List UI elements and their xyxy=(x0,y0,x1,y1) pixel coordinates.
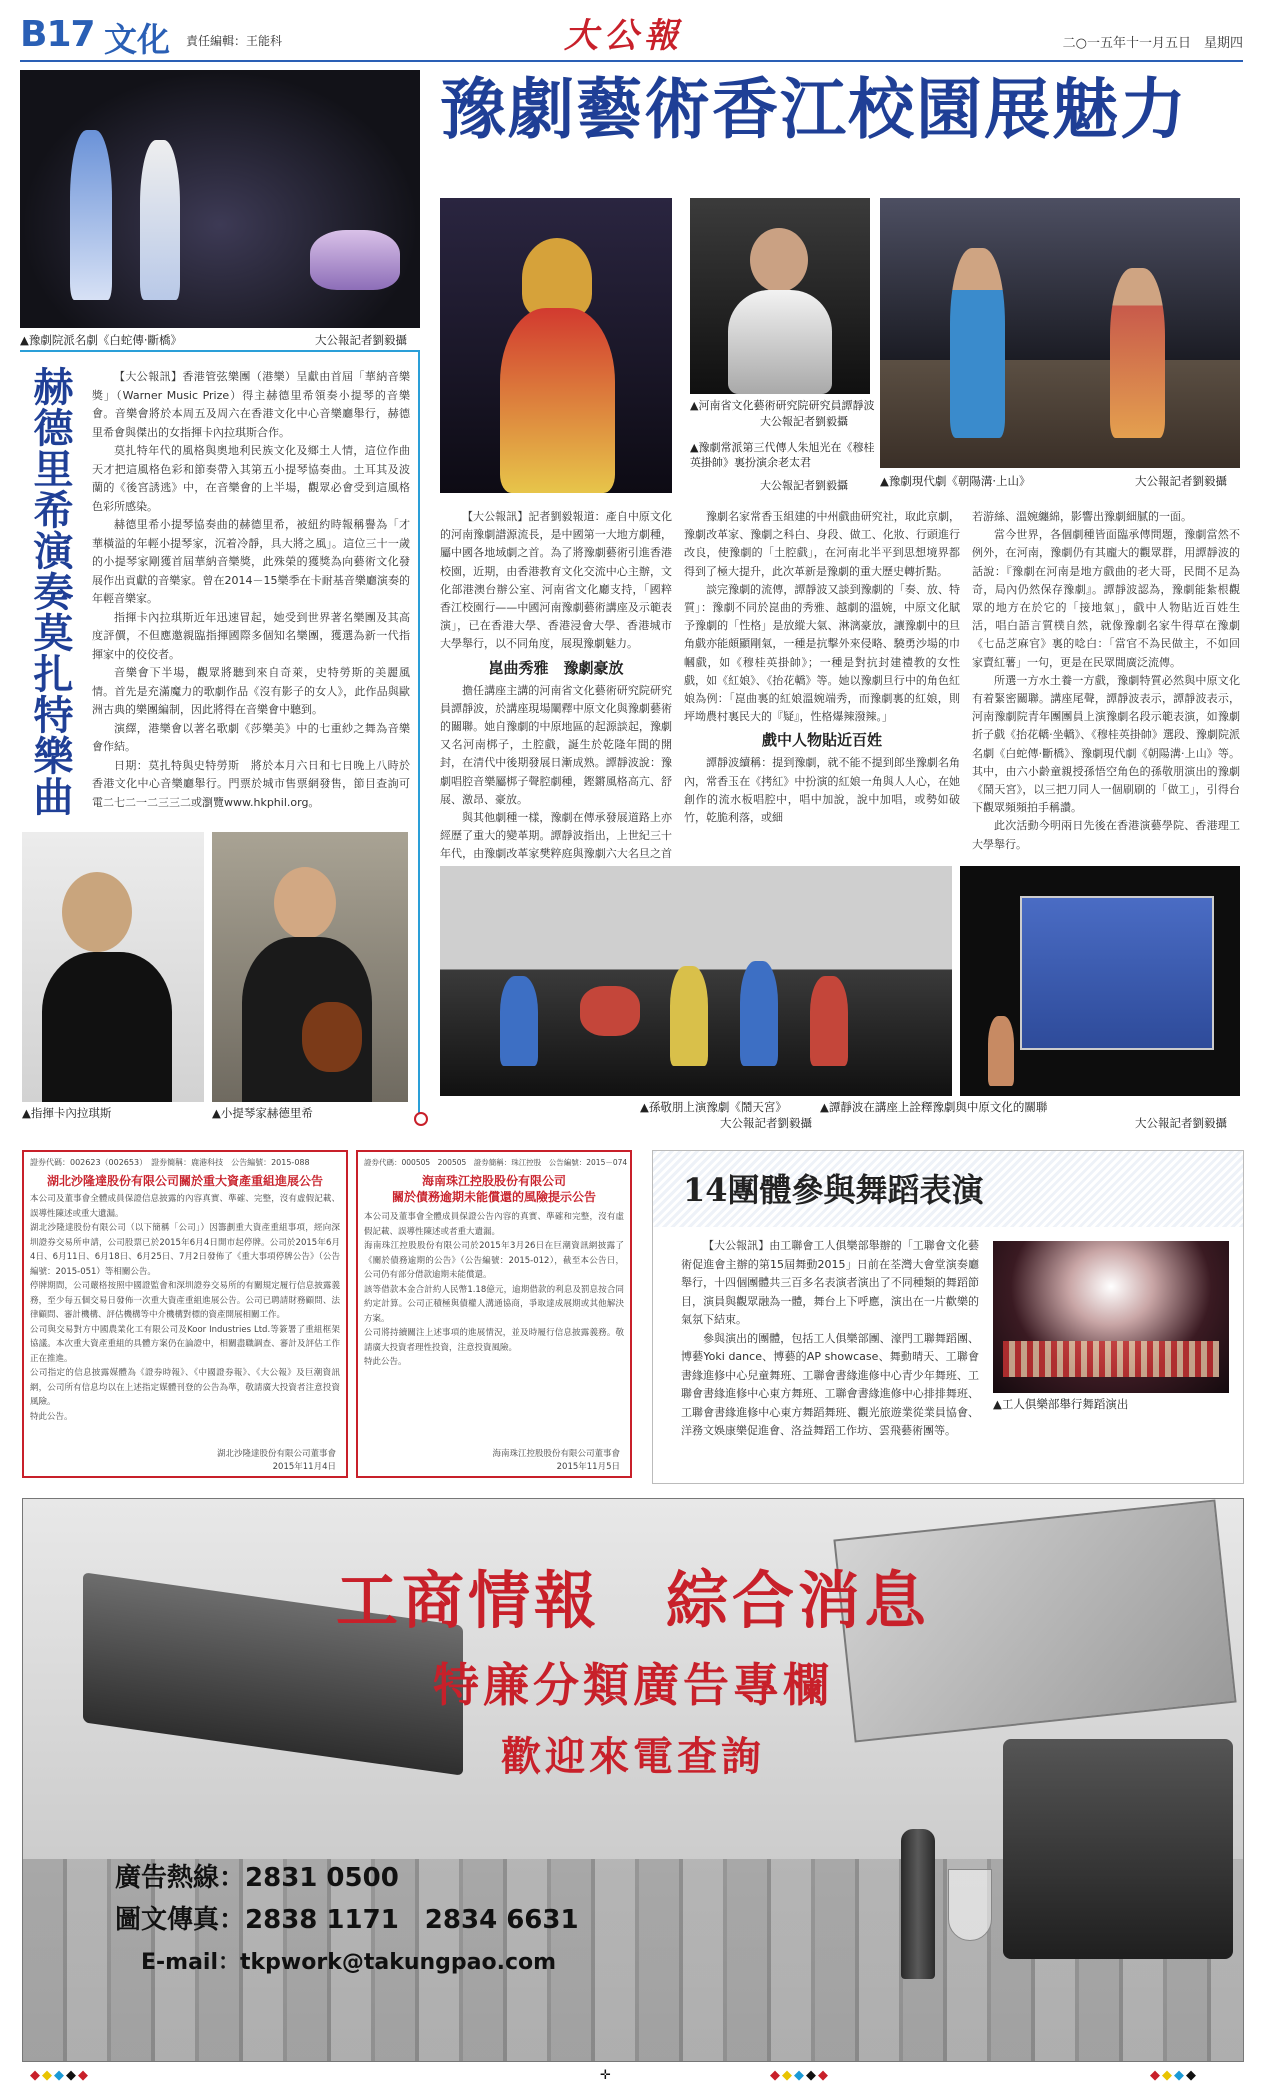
caption-conductor: ▲指揮卡內拉琪斯 xyxy=(22,1106,112,1120)
photo-violinist xyxy=(212,832,408,1102)
left-article-paragraph: 赫德里希小提琴協奏曲的赫德里希，被紐約時報稱譽為「才華橫溢的年輕小提琴家，沉着冷靜，具大將之風」。這位三十一歲的小提琴家剛獲首屆華納音樂獎，此殊榮的獲獎為向藝術文化發展作出貢獻的音樂家。曾在2014－15樂季在卡耐基音樂廳演奏的年輕音樂家。 xyxy=(92,518,410,605)
ad-wine-bottle xyxy=(901,1829,935,1979)
center-article-col1 xyxy=(440,508,672,862)
notice1-line: 本公司及董事會全體成員保證信息披露的內容真實、準確、完整，沒有虛假記載、誤導性陳述或重大遺漏。 xyxy=(30,1194,340,1219)
notice2-line: 該等借款本金合計約人民幣1.18億元，逾期借款的利息及罰息按合同約定計算。公司正積極與債權人溝通協商，爭取達成展期或其他解決方案。 xyxy=(364,1284,624,1324)
center-article-paragraph: 與其他劇種一樣，豫劇在傳承發展道路上亦經歷了重大的變革期。譚靜波指出，上世紀三十年代，由豫劇改革家樊粹庭與豫劇六大名旦之首 xyxy=(440,811,672,861)
left-article-body xyxy=(92,368,410,836)
dance-article-paragraph: 【大公報訊】由工聯會工人俱樂部舉辦的「工聯會文化藝術促進會主辦的第15屆舞動2015」日前在荃灣大會堂演奏廳舉行，十四個團體共三百多名表演者演出了不同種類的舞蹈節目，演員與觀眾融為一體，舞台上下呼應，演出在一片歡樂的氣氛下結束。 xyxy=(681,1239,979,1326)
center-subhead-1: 崑曲秀雅 豫劇豪放 xyxy=(488,658,624,677)
ad-tagline: 歡迎來電查詢 xyxy=(501,1733,765,1780)
photo-white-snake xyxy=(20,70,420,328)
credit-white-snake: 大公報記者劉毅攝 xyxy=(315,333,407,347)
caption-modern-drama: ▲豫劇現代劇《朝陽溝·上山》 xyxy=(880,474,1031,488)
notice1-line: 湖北沙隆達股份有限公司（以下簡稱「公司」）因籌劃重大資產重組事項，經向深圳證券交易所申請，公司股票已於2015年6月4日開市起停牌。公司於2015年6月4日、6月11日、6月18日、6月25日、7月2日發佈了《重大事項停牌公告》（公告編號：2015-051）等相關公告。 xyxy=(30,1223,340,1277)
notice-zhujiang xyxy=(356,1150,632,1478)
notice1-codes: 證券代碼：002623（002653） 證券簡稱：鹿港科技 公告編號：2015-088 xyxy=(30,1158,310,1167)
credit-performance: 大公報記者劉毅攝 xyxy=(720,1116,812,1130)
caption-researcher: ▲河南省文化藝術研究院研究員譚靜波 xyxy=(690,399,875,412)
notice2-line: 公司將持續關注上述事項的進展情況，並及時履行信息披露義務。敬請廣大投資者理性投資，注意投資風險。 xyxy=(364,1328,624,1353)
classified-ad-banner xyxy=(22,1498,1244,2062)
center-article-paragraph: 豫劇名家常香玉組建的中州戲曲研究社，取此京劇，豫劇改革家、豫劇之科白、身段、做工、化妝、行頭進行改良，使豫劇的「土腔戲」，在河南北半平到思想境界都得到了極大提升，此次革新是豫劇的重大歷史轉折點。 xyxy=(684,510,960,578)
photo-performance xyxy=(440,866,952,1096)
ad-hotline xyxy=(115,1857,399,1894)
center-article-col3 xyxy=(972,508,1240,862)
ad-hotline-label: 廣告熱線： xyxy=(115,1863,246,1893)
notice2-title-line1: 海南珠江控股股份有限公司 xyxy=(421,1174,566,1188)
center-article-paragraph: 所選一方水土養一方戲，豫劇特質必然與中原文化有着緊密關聯。講座尾聲，譚靜波表示，譚靜波表示，河南豫劇院青年團團員上演豫劇名段示範表演，如豫劇折子戲《抬花轎·坐轎》、《穆桂英掛帥》選段、豫劇院派名劇《白蛇傳·斷橋》、豫劇現代劇《朝陽溝·上山》等。其中，由六小齡童親授孫悟空角色的孫敬朋演出的豫劇《鬧天宮》，以三把刀同人一個刷刷的「做工」，引得台下觀眾頻頻拍手稱讚。 xyxy=(972,673,1240,815)
ad-train-right xyxy=(1003,1739,1233,1959)
caption-violinist: ▲小提琴家赫德里希 xyxy=(212,1106,313,1120)
dance-article-body xyxy=(681,1237,979,1477)
main-headline: 豫劇藝術香江校園展魅力 xyxy=(440,71,1188,148)
notice-shalongda xyxy=(22,1150,348,1478)
registration-dots-left: ◆◆◆◆◆ xyxy=(30,2068,90,2083)
notice1-line: 停牌期間，公司嚴格按照中國證監會和深圳證券交易所的有關規定履行信息披露義務，至少每五個交易日發佈一次重大資產重組進展公告。公司已聘請財務顧問、法律顧問、審計機構、評估機構等中介機構對標的資產開展相關工作。 xyxy=(30,1281,340,1320)
header-rule xyxy=(20,60,1243,62)
caption-performance: ▲孫敬朋上演豫劇《鬧天宮》 xyxy=(640,1100,787,1114)
center-article-paragraph: 【大公報訊】記者劉毅報道：產自中原文化的河南豫劇譜源流長，是中國第一大地方劇種，屬中國各地域劇之首。為了將豫劇藝術引進香港校園，近期，由香港教育文化交流中心主辦，文化部港澳台辦公室、河南省文化廳支持，「國粹香江校園行——中國河南豫劇藝術講座及示範表演」，已在香港大學、香港浸會大學、香港城市大學舉行，以不同角度，展現豫劇魅力。 xyxy=(440,510,672,651)
caption-inheritor xyxy=(690,440,880,470)
photo-conductor xyxy=(22,832,204,1102)
caption-inheritor-text: ▲豫劇常派第三代傳人朱旭光在《穆桂英掛帥》裏扮演余老太君 xyxy=(690,441,875,469)
registration-dots-center: ✛ xyxy=(600,2068,613,2083)
notice2-title-line2: 關於債務逾期未能償還的風險提示公告 xyxy=(391,1190,596,1204)
editor-credit: 責任編輯：王能科 xyxy=(186,34,283,48)
photo-dance xyxy=(993,1241,1229,1393)
notice2-line: 海南珠江控股股份有限公司於2015年3月26日在巨潮資訊網披露了《關於債務逾期的公告》（公告編號：2015-012），截至本公告日，公司仍有部分借款逾期未能償還。 xyxy=(364,1241,624,1280)
notice2-date: 2015年11月5日 xyxy=(556,1462,620,1472)
caption-dance: ▲工人俱樂部舉行舞蹈演出 xyxy=(993,1397,1129,1411)
ad-fax-label: 圖文傳真： xyxy=(115,1905,246,1935)
left-article-paragraph: 音樂會下半場，觀眾將聽到來自奇萊，史特勞斯的美麗風情。首先是充滿魔力的歌劇作品《沒有影子的女人》，此作品與歐洲古典的樂團編制，因此將得在音樂會中聽到。 xyxy=(92,666,410,716)
dance-article-paragraph: 參與演出的團體，包括工人俱樂部團、濠門工聯舞蹈團、博藝Yoki dance、博藝的AP showcase、舞動晴天、工聯會書緣進修中心兒童舞班、工聯會書緣進修中心青少年舞班、工聯會書緣進修中心東方舞班、工聯會書緣進修中心排排舞班、工聯會書緣進修中心東方舞蹈舞班、觀光旅遊業從業員協會、洋務文娛康樂促進會、洛益舞蹈工作坊、雲飛藝術團等。 xyxy=(681,1331,979,1437)
ad-wine-glass xyxy=(948,1869,992,1941)
center-article-paragraph: 擔任講座主講的河南省文化藝術研究院研究員譚靜波，於講座現場闡釋中原文化與豫劇藝術的關聯。她自豫劇的中原地區的起源談起，豫劇又名河南梆子，土腔戲，誕生於乾隆年間的開封，在清代中後期發展日漸成熟。譚靜波說：豫劇唱腔音樂屬梆子聲腔劇種，鏗鏘風格高亢、舒展、激昂、豪放。 xyxy=(440,683,672,806)
page-number: B17 xyxy=(20,14,95,55)
ad-fax xyxy=(115,1899,579,1936)
ad-fax-number: 2838 1171 2834 6631 xyxy=(245,1905,579,1935)
notice1-line: 公司與交易對方中國農業化工有限公司及Koor Industries Ltd.等簽署了重組框架協議。本次重大資產重組的具體方案仍在論證中，相關盡職調查、審計及評估工作正在推進。 xyxy=(30,1324,340,1364)
credit-lecture: 大公報記者劉毅攝 xyxy=(1135,1116,1227,1130)
notice2-codes: 證券代碼：000505 200505 證券簡稱：珠江控股 公告編號：2015－074 xyxy=(364,1158,628,1167)
center-article-paragraph: 譚靜波續稱：提到豫劇，就不能不提到郎坐豫劇名角內，常香玉在《拷紅》中扮演的紅娘一角與人人心，在她創作的流水板唱腔中，唱中加說，說中加唱，或勢如破竹，乾脆利落，或細 xyxy=(684,756,960,825)
notice1-title: 湖北沙隆達股份有限公司關於重大資產重組進展公告 xyxy=(46,1174,323,1188)
center-article-col2 xyxy=(684,508,960,862)
registration-dots-right: ◆◆◆◆◆ xyxy=(770,2068,830,2083)
issue-date: 二○一五年十一月五日 星期四 xyxy=(1062,36,1243,51)
caption-lecture: ▲譚靜波在講座上詮釋豫劇與中原文化的關聯 xyxy=(820,1100,1048,1114)
dance-article-box xyxy=(652,1150,1244,1484)
ad-subtitle: 特廉分類廣告專欄 xyxy=(433,1658,833,1712)
masthead-logo: 大公報 xyxy=(564,16,684,56)
center-article-paragraph: 此次活動今明兩日先後在香港演藝學院、香港理工大學舉行。 xyxy=(972,819,1240,851)
photo-modern-drama xyxy=(880,198,1240,468)
notice1-signature: 湖北沙隆達股份有限公司董事會 xyxy=(216,1449,336,1459)
credit-researcher: 大公報記者劉毅攝 xyxy=(760,415,848,428)
photo-researcher xyxy=(690,198,870,394)
caption-white-snake: ▲豫劇院派名劇《白蛇傳·斷橋》 xyxy=(20,333,182,347)
section-name: 文化 xyxy=(104,20,170,59)
credit-modern-drama: 大公報記者劉毅攝 xyxy=(1135,474,1227,488)
center-article-paragraph: 談完豫劇的流傳，譚靜波又談到豫劇的「奏、放、特質」：豫劇不同於崑曲的秀雅、越劇的溫婉，中原文化賦予豫劇的「性格」是放縱大氣、淋漓豪放，讓豫劇中的旦角戲亦能頗顯剛氣，一種是抗擊外來侵略、驍勇沙場的巾幗戲，如《穆桂英掛帥》；一種是對抗封建禮教的女性戲，如《紅娘》、《抬花轎》等。她以豫劇旦行中的角色紅娘為例：「崑曲裏的紅娘溫婉端秀，而豫劇裏的紅娘，則坪坳農村裏民大的『疑』，性格爆辣潑辣。」 xyxy=(684,582,960,724)
notice2-signature: 海南珠江控股股份有限公司董事會 xyxy=(492,1449,620,1459)
notice1-date: 2015年11月4日 xyxy=(272,1462,336,1472)
ad-email-label: E-mail： xyxy=(141,1950,241,1975)
center-article-paragraph: 若游絲、溫婉纏綿，影響出豫劇細膩的一面。 xyxy=(972,510,1192,523)
photo-inheritor xyxy=(440,198,672,493)
registration-dots-far-right: ◆◆◆◆ xyxy=(1150,2068,1198,2083)
dance-article-headline: 14團體參與舞蹈表演 xyxy=(683,1171,984,1209)
photo-lecture xyxy=(960,866,1240,1096)
left-article-paragraph: 演繹，港樂會以著名歌劇《莎樂美》中的七重紗之舞為音樂會作結。 xyxy=(92,721,410,753)
center-article-paragraph: 當今世界，各個劇種皆面臨承傳問題，豫劇當然不例外，在河南，豫劇仍有其龐大的觀眾群，用譚靜波的話說：『豫劇在河南是地方戲曲的老大哥，民間不足為奇，局內仍然保存豫劇』。譚靜波認為，豫劇能紮根觀眾的地方在於它的「接地氣」，戲中人物貼近百姓生活，唱白語言質樸自然，就像豫劇名家牛得草在豫劇《七品芝麻官》裏的唸白：「當官不為民做主，不如回家賣紅薯」一句，更是在民眾間廣泛流傳。 xyxy=(972,528,1240,669)
ad-email xyxy=(141,1945,556,1976)
notice2-line: 特此公告。 xyxy=(364,1357,407,1367)
ad-hotline-number: 2831 0500 xyxy=(245,1863,399,1893)
left-article-paragraph: 【大公報訊】香港管弦樂團（港樂）呈獻由首屆「華納音樂獎」（Warner Music Prize）得主赫德里希領奏小提琴的音樂會。音樂會將於本周五及周六在香港文化中心音樂廳舉行，赫德里希會與傑出的女指揮卡內拉琪斯合作。 xyxy=(92,370,410,439)
left-article-paragraph: 莫扎特年代的風格與奧地利民族文化及鄉土人情，這位作曲天才把這風格色彩和節奏帶入其第五小提琴協奏曲。土耳其及波蘭的《後宮誘逃》中，在音樂會的上半場，觀眾必會受到這風格色彩所感染。 xyxy=(92,444,410,513)
notice1-line: 特此公告。 xyxy=(30,1411,73,1422)
credit-inheritor: 大公報記者劉毅攝 xyxy=(760,479,848,492)
ad-title: 工商情報 綜合消息 xyxy=(335,1564,930,1637)
page-header xyxy=(0,0,1263,58)
center-subhead-2: 戲中人物貼近百姓 xyxy=(761,731,882,750)
left-article-headline: 赫德里希演奏莫扎特樂曲 xyxy=(27,366,74,817)
ad-email-address: tkpwork@takungpao.com xyxy=(240,1950,557,1975)
left-article-paragraph: 指揮卡內拉琪斯近年迅速冒起，她受到世界著名樂團及其高度評價，不但應邀親臨指揮國際多個知名樂團，獲選為新一代指揮家中的佼佼者。 xyxy=(92,610,410,661)
notice2-line: 本公司及董事會全體成員保證公告內容的真實、準確和完整，沒有虛假記載、誤導性陳述或者重大遺漏。 xyxy=(364,1212,624,1237)
left-article-paragraph: 日期：莫扎特與史特勞斯 將於本月六日和七日晚上八時於香港文化中心音樂廳舉行。門票於城市售票網發售，節目查詢可電二七二一二三三二或瀏覽www.hkphil.org。 xyxy=(92,758,410,809)
notice1-line: 公司指定的信息披露媒體為《證券時報》、《中國證券報》、《大公報》及巨潮資訊網，公司所有信息均以在上述指定媒體刊登的公告為準，敬請廣大投資者注意投資風險。 xyxy=(30,1368,340,1407)
